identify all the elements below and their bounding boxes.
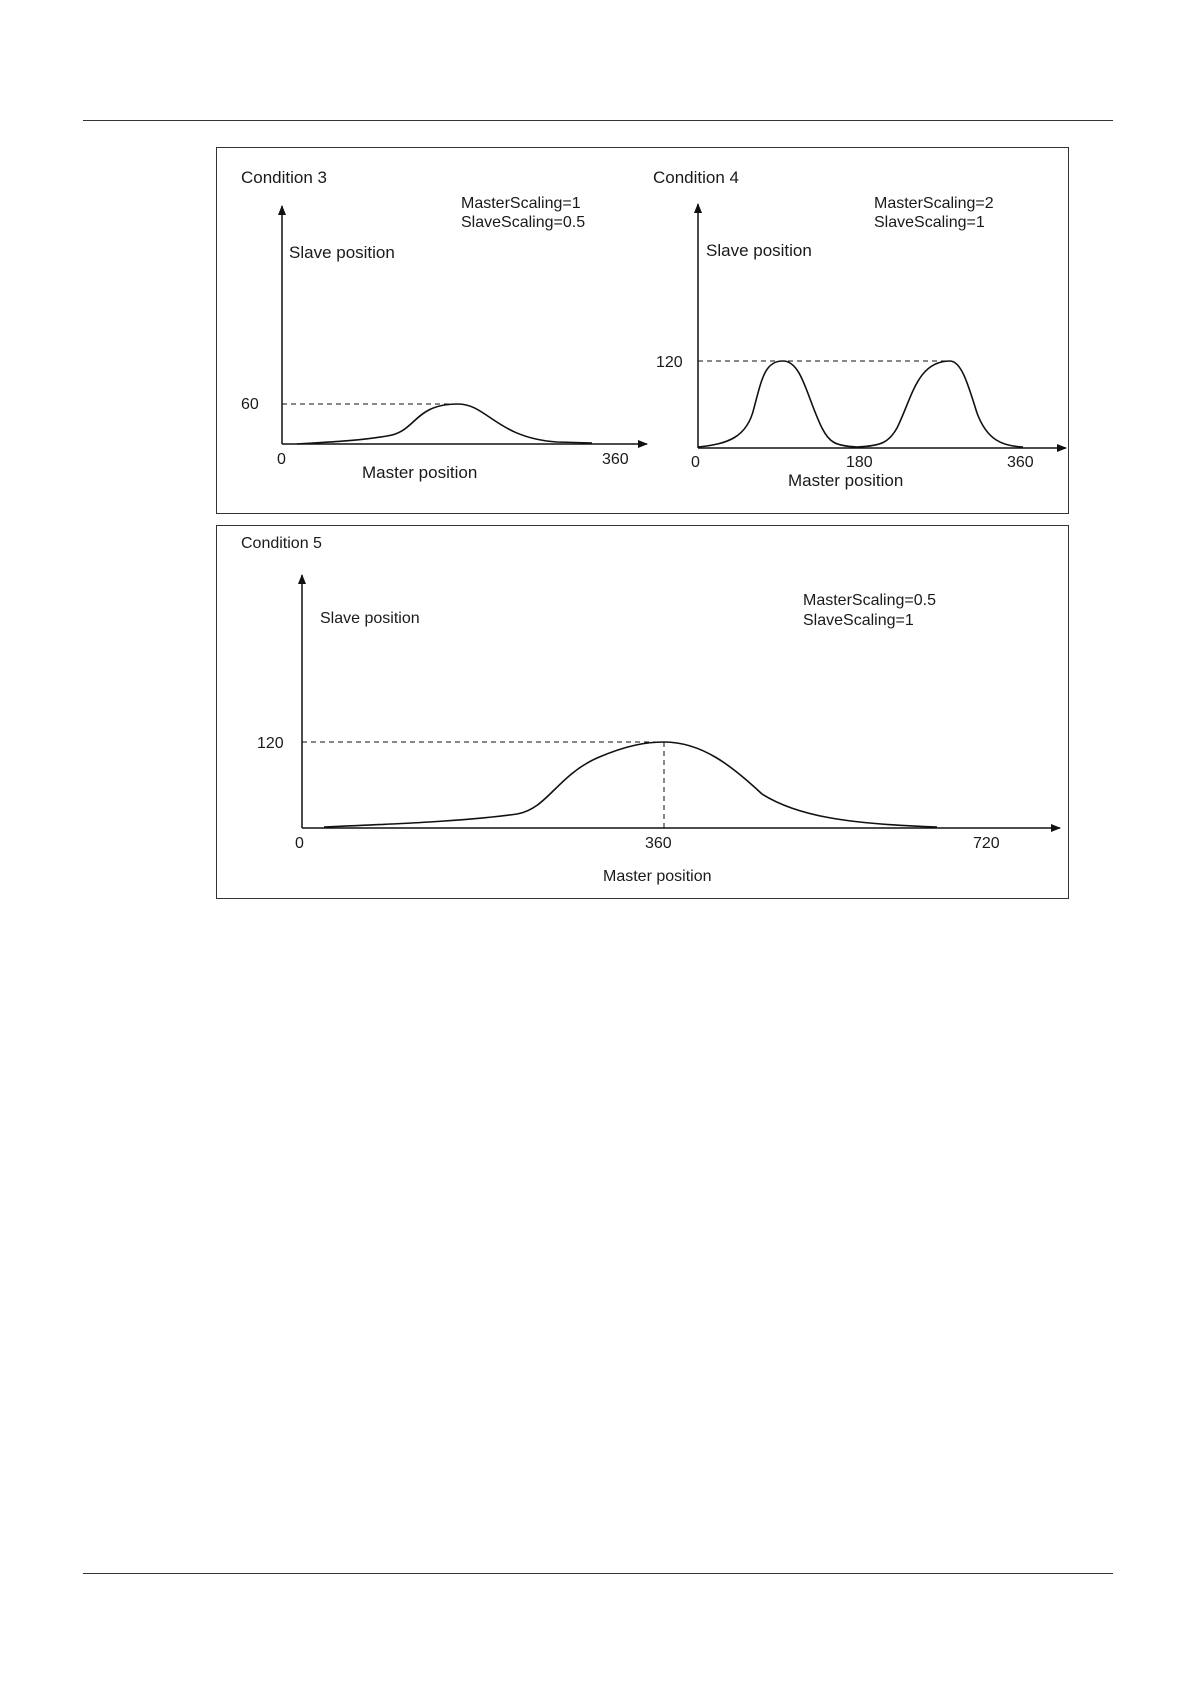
- condition-4-x-tick-0: 0: [691, 454, 700, 471]
- condition-3-y-axis-label: Slave position: [289, 243, 395, 262]
- header-rule: [83, 120, 1113, 121]
- condition-5-slave-scaling: SlaveScaling=1: [803, 612, 914, 629]
- condition-5-y-axis-label: Slave position: [320, 610, 420, 627]
- condition-5-cam-curve: [324, 742, 937, 827]
- condition-4-master-scaling: MasterScaling=2: [874, 195, 994, 212]
- condition-4-y-axis-label: Slave position: [706, 241, 812, 260]
- figure-panel-conditions-3-4: [216, 147, 1069, 514]
- condition-5-x-tick-360: 360: [645, 835, 672, 852]
- condition-3-chart: [241, 168, 647, 482]
- condition-4-x-axis-label: Master position: [788, 471, 904, 490]
- condition-5-x-axis-label: Master position: [603, 868, 712, 885]
- condition-5-y-tick: 120: [257, 735, 284, 752]
- condition-5-diagram: [217, 526, 1070, 900]
- condition-4-x-tick-360: 360: [1007, 454, 1034, 471]
- condition-5-x-tick-0: 0: [295, 835, 304, 852]
- condition-3-title: Condition 3: [241, 168, 328, 187]
- condition-3-x-axis-label: Master position: [362, 463, 478, 482]
- figure-panel-condition-5: [216, 525, 1069, 899]
- condition-5-master-scaling: MasterScaling=0.5: [803, 592, 936, 609]
- condition-5-x-tick-720: 720: [973, 835, 1000, 852]
- condition-3-master-scaling: MasterScaling=1: [461, 195, 581, 212]
- condition-4-x-tick-180: 180: [846, 454, 873, 471]
- condition-4-y-tick: 120: [656, 354, 683, 371]
- condition-4-cam-curve: [698, 361, 1023, 447]
- condition-3-y-tick: 60: [241, 396, 259, 413]
- condition-5-title: Condition 5: [241, 535, 322, 552]
- condition-3-x-tick-0: 0: [277, 451, 286, 468]
- condition-3-cam-curve: [297, 404, 592, 444]
- condition-4-slave-scaling: SlaveScaling=1: [874, 214, 985, 231]
- conditions-3-4-diagram: [217, 148, 1070, 515]
- condition-3-x-tick-360: 360: [602, 451, 629, 468]
- condition-5-chart: [241, 535, 1060, 885]
- footer-rule: [83, 1573, 1113, 1574]
- condition-4-title: Condition 4: [653, 168, 740, 187]
- condition-4-chart: [653, 168, 1066, 490]
- condition-3-slave-scaling: SlaveScaling=0.5: [461, 214, 586, 231]
